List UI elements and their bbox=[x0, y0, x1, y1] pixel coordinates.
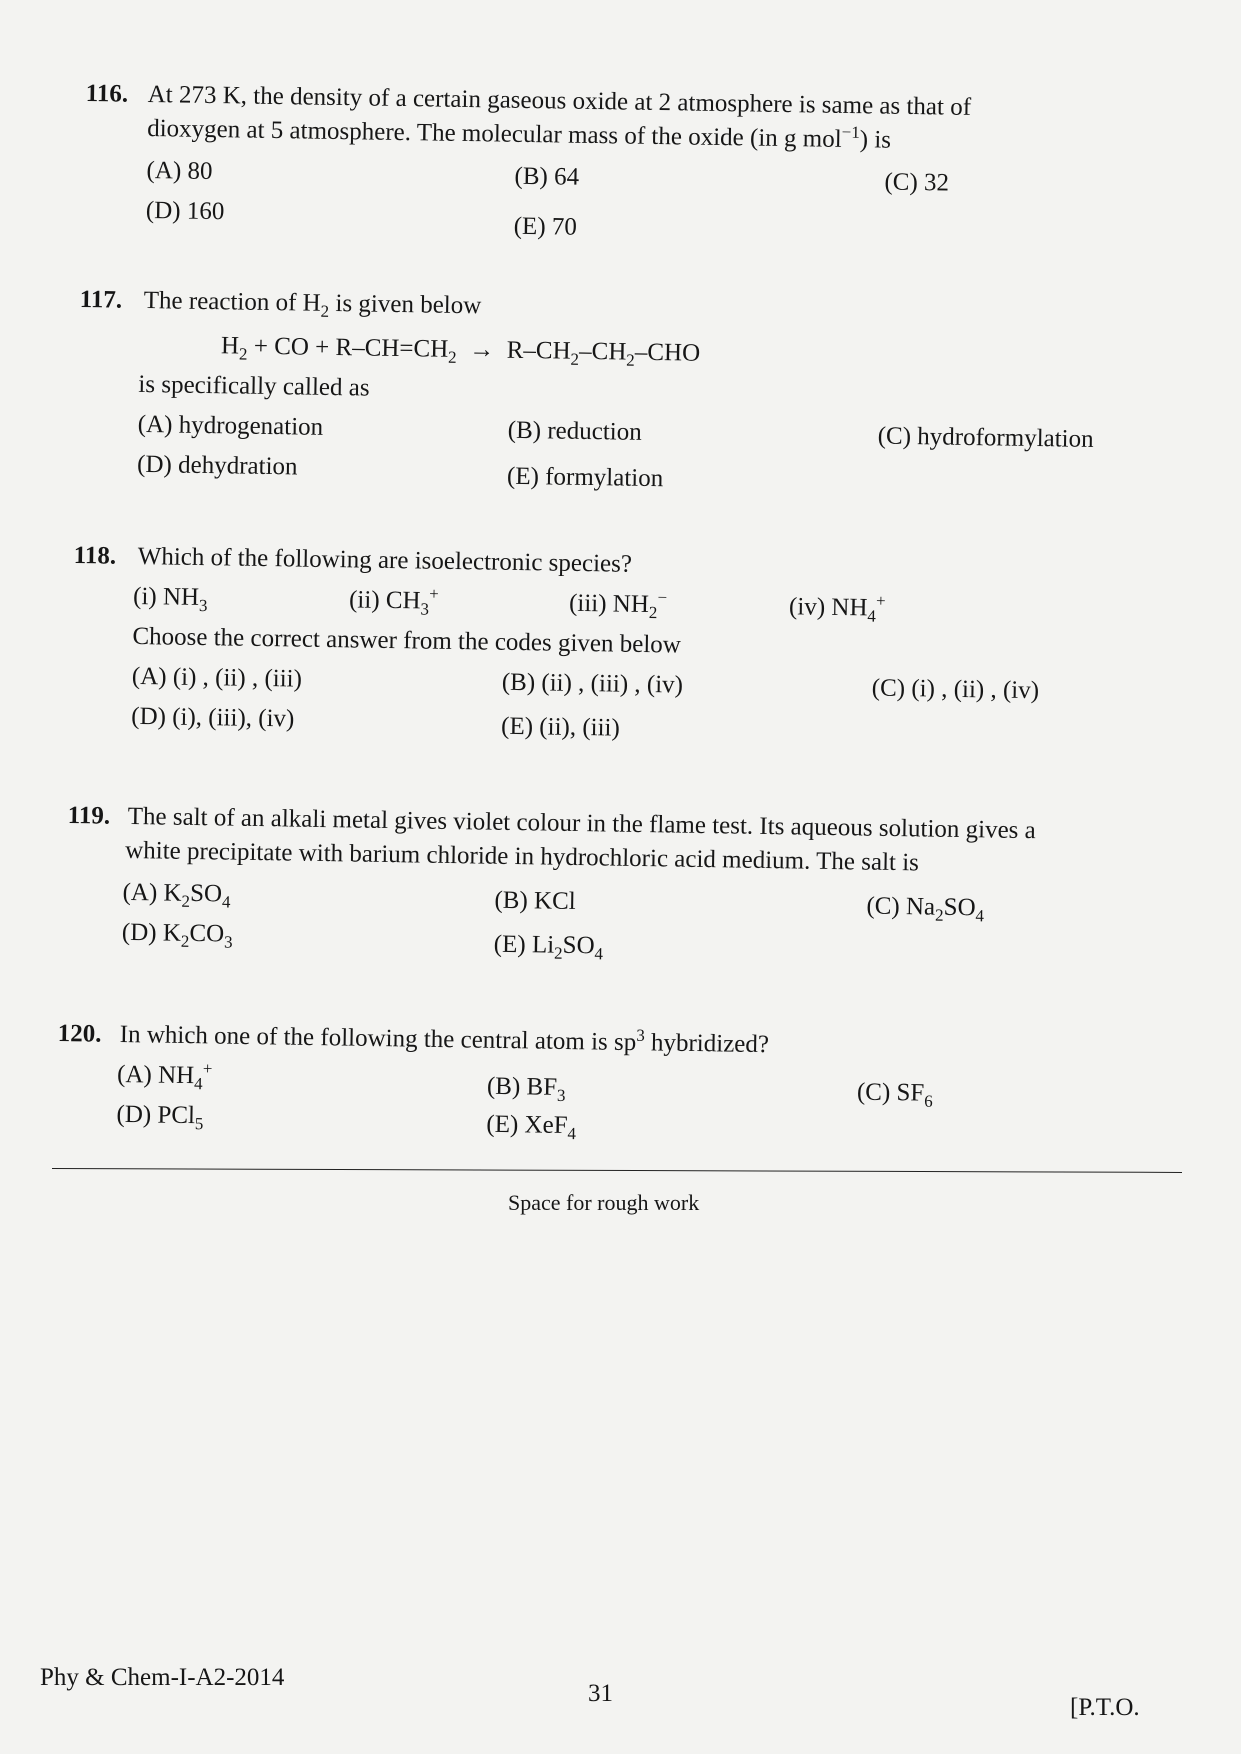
option-d: (D) PCl$_5$ bbox=[116, 1100, 204, 1134]
option-e: (E) (ii), (iii) bbox=[500, 712, 621, 742]
option-a: (A) $NH_4^+$ bbox=[116, 1058, 213, 1094]
option-a: (A) (i) , (ii) , (iii) bbox=[131, 662, 303, 693]
question-stem-line2: dioxygen at 5 atmosphere. The molecular mass of the oxide (in g mol$^{-1}$) is bbox=[147, 114, 892, 154]
option-e: (E) XeF$_4$ bbox=[486, 1110, 577, 1144]
rough-work-label: Space for rough work bbox=[508, 1190, 700, 1215]
question-stem-line2: white precipitate with barium chloride in hydrochloric acid medium. The salt is bbox=[125, 836, 920, 877]
option-d: (D) 160 bbox=[145, 196, 225, 226]
reaction-equation: $H_2$ + CO + $R-CH=CH_2 \to R-CH_2-CH_2-CHO$ bbox=[220, 332, 701, 370]
option-c: (C) hydroformylation bbox=[877, 422, 1094, 453]
question-number: 119. bbox=[67, 801, 111, 830]
species-ii: (ii) $CH_3^+$ bbox=[348, 584, 439, 619]
question-stem: At 273 K, the density of a certain gaseous oxide at 2 atmosphere is same as that of bbox=[147, 80, 972, 121]
option-b: (B) KCl bbox=[494, 886, 576, 915]
page-number: 31 bbox=[588, 1680, 613, 1707]
question-stem: In which one of the following the central atom is $sp^3$ hybridized? bbox=[119, 1020, 770, 1059]
species-iii: (iii) $NH_2^-$ bbox=[568, 587, 668, 623]
option-b: (B) 64 bbox=[514, 162, 580, 191]
question-number: 117. bbox=[79, 285, 123, 314]
option-e: (E) formylation bbox=[506, 462, 664, 493]
option-d: (D) (i), (iii), (iv) bbox=[131, 702, 295, 733]
option-a: (A) $K_2SO_4$ bbox=[122, 878, 231, 912]
divider-line bbox=[52, 1168, 1182, 1173]
arrow-icon: → bbox=[469, 336, 495, 364]
option-e: (E) 70 bbox=[513, 212, 578, 241]
pto-label: [P.T.O. bbox=[1070, 1694, 1140, 1721]
species-i: (i) $NH_3$ bbox=[132, 582, 208, 616]
option-d: (D) dehydration bbox=[136, 450, 298, 481]
option-b: (B) reduction bbox=[507, 416, 642, 446]
option-a: (A) hydrogenation bbox=[137, 410, 324, 441]
option-d: (D) $K_2CO_3$ bbox=[121, 918, 233, 952]
question-stem-after: Choose the correct answer from the codes given below bbox=[132, 622, 682, 659]
option-e: (E) $Li_2SO_4$ bbox=[493, 930, 604, 964]
option-c: (C) (i) , (ii) , (iv) bbox=[871, 674, 1040, 705]
question-stem: The reaction of $H_2$ is given below bbox=[143, 287, 482, 321]
question-number: 116. bbox=[85, 79, 129, 108]
paper-code: Phy & Chem-I-A2-2014 bbox=[40, 1664, 285, 1691]
species-iv: (iv) $NH_4^+$ bbox=[788, 591, 886, 626]
question-stem-after: is specifically called as bbox=[138, 370, 370, 402]
question-number: 120. bbox=[57, 1019, 102, 1048]
question-stem: The salt of an alkali metal gives violet colour in the flame test. Its aqueous solution gives a bbox=[127, 802, 1036, 845]
option-c: (C) $SF_6$ bbox=[856, 1078, 933, 1111]
question-number: 118. bbox=[73, 541, 117, 570]
question-stem: Which of the following are isoelectronic species? bbox=[137, 543, 633, 578]
option-b: (B) (ii) , (iii) , (iv) bbox=[501, 668, 684, 699]
option-b: (B) $BF_3$ bbox=[486, 1072, 566, 1105]
option-a: (A) 80 bbox=[146, 156, 213, 185]
option-c: (C) $Na_2SO_4$ bbox=[866, 892, 985, 926]
option-c: (C) 32 bbox=[884, 168, 950, 197]
